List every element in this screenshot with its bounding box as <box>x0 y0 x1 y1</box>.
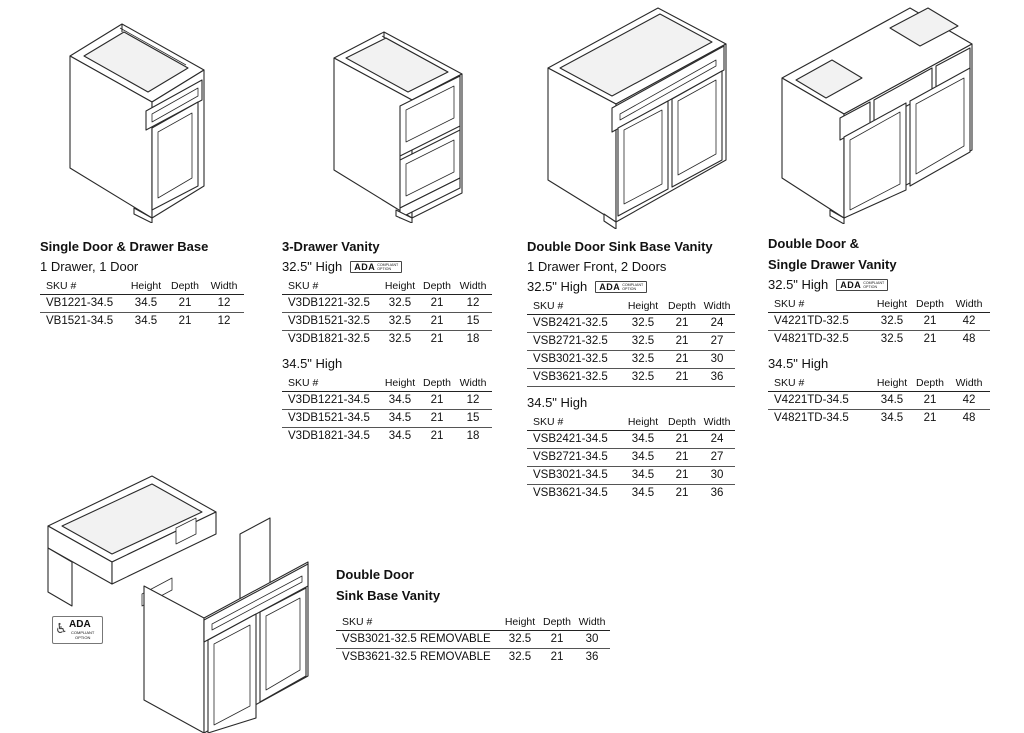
product-double-door-sink-base-removable <box>336 564 610 666</box>
ada-badge-line1: COMPLIANT <box>71 630 95 635</box>
col-sku-header: SKU # <box>40 277 126 295</box>
table-row: V4821TD-34.5 34.5 21 48 <box>774 412 976 424</box>
table-row: VSB2721-32.5 32.5 21 27 <box>527 333 735 351</box>
sku-table: SKU # Height Depth Width VSB2421-34.5 34.5 21 24 VSB2721-34.5 34.5 21 27 VSB3021-34.5 34.5 21 30 VSB3621-34.5 34.5 21 36 <box>527 413 735 502</box>
height-label-32-5: 32.5" High ADA COMPLIANT OPTION <box>527 277 735 297</box>
table-row: V3DB1821-32.5 32.5 21 18 <box>288 333 480 345</box>
col-depth-header: Depth <box>166 277 204 295</box>
removable-sink-base-image <box>40 470 330 733</box>
table-row: V3DB1821-34.5 34.5 21 18 <box>288 430 480 442</box>
table-row: V4221TD-34.5 34.5 21 42 <box>768 392 990 410</box>
double-door-single-drawer-vanity-image <box>778 4 978 224</box>
product-title: Single Door & Drawer Base <box>40 239 209 254</box>
product-subtitle: 1 Drawer Front, 2 Doors <box>527 259 667 274</box>
product-title-line-1: Double Door & <box>768 236 859 251</box>
product-double-door-sink-base-vanity <box>527 236 735 502</box>
sku-table <box>40 277 244 330</box>
table-row: V4221TD-32.5 32.5 21 42 <box>768 313 990 331</box>
height-label-32-5: 32.5" High ADA COMPLIANT OPTION <box>768 275 990 295</box>
double-door-sink-base-image <box>544 4 729 229</box>
table-row: VSB3021-32.5 REMOVABLE 32.5 21 30 <box>336 631 610 649</box>
product-subtitle: 1 Drawer, 1 Door <box>40 259 139 274</box>
wheelchair-icon: ♿ <box>55 620 68 636</box>
ada-option-badge: ADA COMPLIANT OPTION <box>595 281 647 293</box>
height-label-32-5: 32.5" High ADA COMPLIANT OPTION <box>282 257 492 277</box>
product-3-drawer-vanity <box>282 236 492 445</box>
sku-table: SKU # Height Depth Width V3DB1221-32.5 32.5 21 12 V3DB1521-32.5 32.5 21 15 V3DB1821-32.5 32.5 21 18 <box>282 277 492 348</box>
height-label-34-5: 34.5" High <box>527 395 588 410</box>
table-row: V3DB1521-34.5 34.5 21 15 <box>282 410 492 428</box>
sku-table: SKU # Height Depth Width VSB3021-32.5 REMOVABLE 32.5 21 30 VSB3621-32.5 REMOVABLE 32.5 21 36 <box>336 613 610 666</box>
three-drawer-vanity-image <box>328 28 468 223</box>
product-double-door-single-drawer-vanity <box>768 233 990 427</box>
height-label-34-5: 34.5" High <box>768 356 829 371</box>
ada-badge-line2: OPTION <box>75 635 91 640</box>
col-height-header: Height <box>126 277 166 295</box>
table-row: V3DB1221-32.5 32.5 21 12 <box>282 295 492 313</box>
table-row: VSB2421-32.5 32.5 21 24 <box>527 315 735 333</box>
table-row: VSB3021-34.5 34.5 21 30 <box>527 467 735 485</box>
single-door-drawer-cabinet-image <box>62 18 212 223</box>
table-row: VB1521-34.5 34.5 21 12 <box>46 315 231 327</box>
table-row: VSB3621-32.5 REMOVABLE 32.5 21 36 <box>342 651 599 663</box>
ada-compliant-badge <box>52 616 103 644</box>
table-row: V3DB1521-32.5 32.5 21 15 <box>282 313 492 331</box>
sku-table: SKU # Height Depth Width V4221TD-34.5 34.5 21 42 V4821TD-34.5 34.5 21 48 <box>768 374 990 427</box>
product-title-line-2: Sink Base Vanity <box>336 588 441 603</box>
sku-table: SKU # Height Depth Width V3DB1221-34.5 34.5 21 12 V3DB1521-34.5 34.5 21 15 V3DB1821-34.5 34.5 21 18 <box>282 374 492 445</box>
product-single-door-drawer-base <box>40 236 244 330</box>
table-row: VSB2421-34.5 34.5 21 24 <box>527 431 735 449</box>
ada-badge-main-text: ADA <box>69 619 91 630</box>
table-row: VSB3021-32.5 32.5 21 30 <box>527 351 735 369</box>
sku-table: SKU # Height Depth Width VSB2421-32.5 32.5 21 24 VSB2721-32.5 32.5 21 27 VSB3021-32.5 32.5 21 30 VSB3621-32.5 32.5 21 36 <box>527 297 735 387</box>
sku-table: SKU # Height Depth Width V4221TD-32.5 32.5 21 42 V4821TD-32.5 32.5 21 48 <box>768 295 990 348</box>
height-label-34-5: 34.5" High <box>282 356 343 371</box>
product-title: 3-Drawer Vanity <box>282 239 380 254</box>
table-row: V4821TD-32.5 32.5 21 48 <box>774 333 976 345</box>
ada-option-badge: ADA COMPLIANT OPTION <box>350 261 402 273</box>
table-row: VSB2721-34.5 34.5 21 27 <box>527 449 735 467</box>
product-title: Double Door Sink Base Vanity <box>527 239 713 254</box>
ada-option-badge: ADA COMPLIANT OPTION <box>836 279 888 291</box>
table-row: VSB3621-32.5 32.5 21 36 <box>527 369 735 387</box>
table-row: VB1221-34.5 34.5 21 12 <box>40 295 244 313</box>
col-width-header: Width <box>204 277 244 295</box>
table-row: V3DB1221-34.5 34.5 21 12 <box>282 392 492 410</box>
product-title-line-2: Single Drawer Vanity <box>768 257 897 272</box>
product-title-line-1: Double Door <box>336 567 414 582</box>
table-row: VSB3621-34.5 34.5 21 36 <box>533 487 724 499</box>
